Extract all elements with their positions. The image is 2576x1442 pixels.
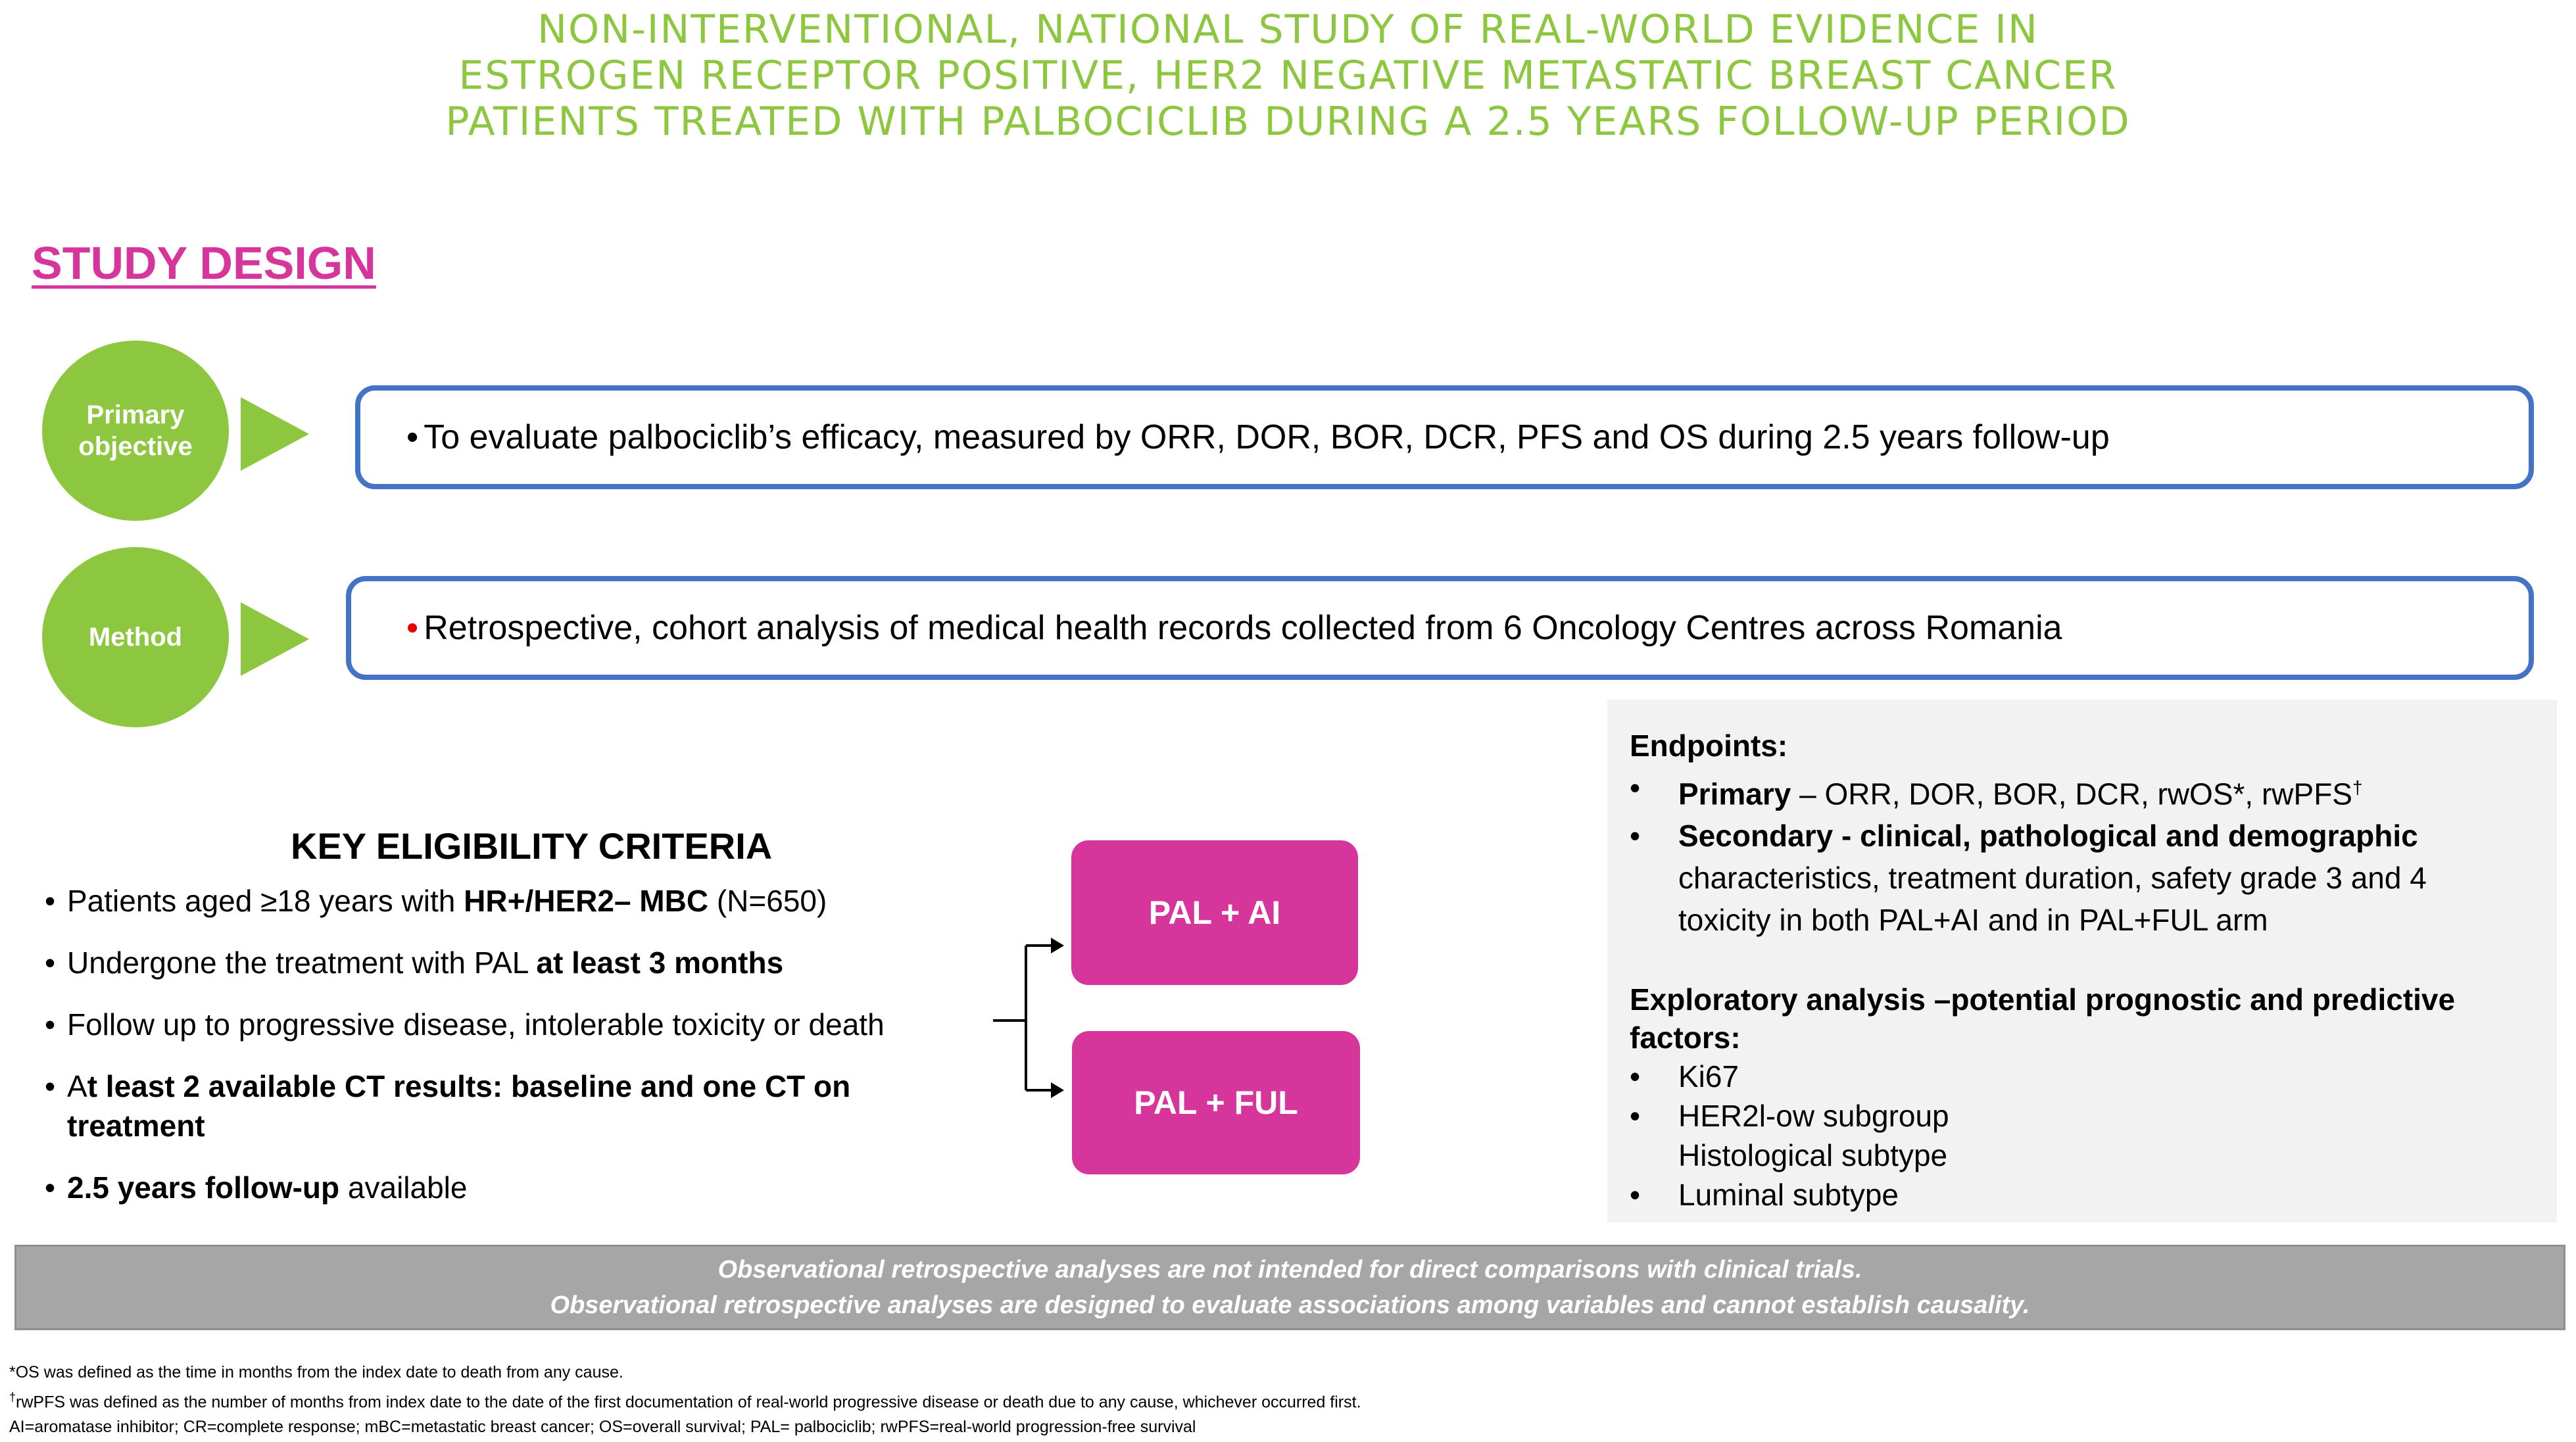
primary-endpoint-text: – ORR, DOR, BOR, DCR, rwOS*, rwPFS <box>1791 777 2352 811</box>
list-item <box>45 881 998 921</box>
secondary-endpoint-label: Secondary <box>1678 819 1834 853</box>
footnote-rwpfs: rwPFS was defined as the number of months from index date to the date of the first documentation of real-world progressive disease or death due to any cause, whichever occurred first. <box>16 1393 1361 1412</box>
factor-ki67: Ki67 <box>1678 1059 1739 1094</box>
eligibility-list <box>45 881 998 1230</box>
factor-her2low: HER2l-ow subgroup <box>1678 1099 1949 1134</box>
method-box <box>346 576 2534 680</box>
eligibility-title: KEY ELIGIBILITY CRITERIA <box>291 825 773 867</box>
list-item <box>1630 1175 2557 1214</box>
list-item <box>1630 1136 2557 1175</box>
arm-pal-ful: PAL + FUL <box>1072 1031 1360 1174</box>
factor-histological: Histological subtype <box>1678 1138 1948 1173</box>
criterion-3-text: Follow up to progressive disease, intolerable toxicity or death <box>67 1007 885 1042</box>
secondary-endpoint-text: characteristics, treatment duration, safety grade 3 and 4 toxicity in both PAL+AI and in PAL+FUL arm <box>1678 861 2427 938</box>
bullet: • <box>1630 1099 1641 1134</box>
exploratory-heading: Exploratory analysis –potential prognostic and predictive factors: <box>1630 982 2456 1055</box>
endpoints-heading: Endpoints: <box>1630 729 1788 763</box>
list-item <box>45 1005 998 1044</box>
factor-luminal: Luminal subtype <box>1678 1178 1899 1213</box>
list-item <box>45 1168 998 1207</box>
poster-title <box>0 7 2576 145</box>
bullet: • <box>45 884 56 918</box>
list-item <box>1630 1057 2557 1096</box>
bullet: • <box>45 1007 56 1042</box>
endpoints-panel <box>1607 700 2557 1222</box>
criterion-2-bold: at least 3 months <box>536 946 784 980</box>
list-item <box>1630 815 2557 941</box>
criterion-2-text: Undergone the treatment with PAL <box>67 946 537 980</box>
primary-arrow-icon <box>241 397 309 471</box>
footnotes <box>9 1360 1361 1439</box>
primary-objective-box <box>355 385 2534 489</box>
title-line-3: PATIENTS TREATED WITH PALBOCICLIB DURING A 2.5 YEARS FOLLOW-UP PERIOD <box>445 99 2131 145</box>
criterion-1-post: (N=650) <box>708 884 827 918</box>
bullet: • <box>1630 1178 1641 1213</box>
criterion-5-text: available <box>339 1170 468 1205</box>
primary-endpoint-label: Primary <box>1678 777 1791 811</box>
footnote-rwpfs-sup: † <box>9 1391 16 1404</box>
disclaimer-banner <box>14 1245 2565 1330</box>
method-badge <box>42 547 229 727</box>
bullet: • <box>1630 771 1641 805</box>
primary-label-line-2: objective <box>78 432 193 461</box>
primary-label-line-1: Primary <box>86 400 185 429</box>
arrowhead-bottom-icon <box>1051 1082 1064 1098</box>
list-item <box>45 1067 867 1145</box>
list-item <box>1630 1096 2557 1136</box>
criterion-4-bold: t least 2 available CT results: baseline and one CT on treatment <box>67 1069 851 1143</box>
bullet: • <box>1630 819 1641 853</box>
criterion-4-text: A <box>67 1069 87 1103</box>
list-item <box>45 943 998 982</box>
arm-connector <box>993 934 1065 1105</box>
primary-endpoint-sup: † <box>2352 777 2363 798</box>
arm-pal-ai: PAL + AI <box>1071 840 1358 985</box>
criterion-1-text: Patients aged ≥18 years with <box>67 884 464 918</box>
disclaimer-line-2: Observational retrospective analyses are designed to evaluate associations among variables and cannot establish causality. <box>550 1291 2030 1319</box>
criterion-1-bold: HR+/HER2– MBC <box>464 884 709 918</box>
method-arrow-icon <box>241 602 309 676</box>
footnote-abbreviations: AI=aromatase inhibitor; CR=complete response; mBC=metastatic breast cancer; OS=overall survival; PAL= palbociclib; rwPFS=real-world progression-free survival <box>9 1418 1196 1437</box>
method-text: Retrospective, cohort analysis of medical health records collected from 6 Oncology Centres across Romania <box>424 609 2062 647</box>
criterion-5-bold: 2.5 years follow-up <box>67 1170 340 1205</box>
disclaimer-line-1: Observational retrospective analyses are not intended for direct comparisons with clinical trials. <box>717 1256 1862 1284</box>
primary-bullet: • <box>406 418 419 456</box>
arrowhead-top-icon <box>1051 938 1064 953</box>
primary-objective-badge <box>42 341 229 521</box>
section-title: STUDY DESIGN <box>32 237 376 289</box>
method-label: Method <box>88 623 183 652</box>
primary-objective-text: To evaluate palbociclib’s efficacy, measured by ORR, DOR, BOR, DCR, PFS and OS during 2.5 years follow-up <box>424 418 2110 456</box>
title-line-1: NON-INTERVENTIONAL, NATIONAL STUDY OF REAL-WORLD EVIDENCE IN <box>537 7 2039 53</box>
bullet: • <box>1630 1059 1641 1094</box>
bullet: • <box>45 1069 56 1103</box>
secondary-endpoint-bold: - clinical, pathological and demographic <box>1833 819 2418 853</box>
footnote-rwpfs-line <box>9 1385 1361 1414</box>
bullet: • <box>45 946 56 980</box>
method-bullet: • <box>406 609 419 647</box>
bullet: • <box>45 1170 56 1205</box>
list-item <box>1630 767 2557 815</box>
title-line-2: ESTROGEN RECEPTOR POSITIVE, HER2 NEGATIVE METASTATIC BREAST CANCER <box>458 53 2118 99</box>
footnote-os: *OS was defined as the time in months from the index date to death from any cause. <box>9 1363 623 1382</box>
